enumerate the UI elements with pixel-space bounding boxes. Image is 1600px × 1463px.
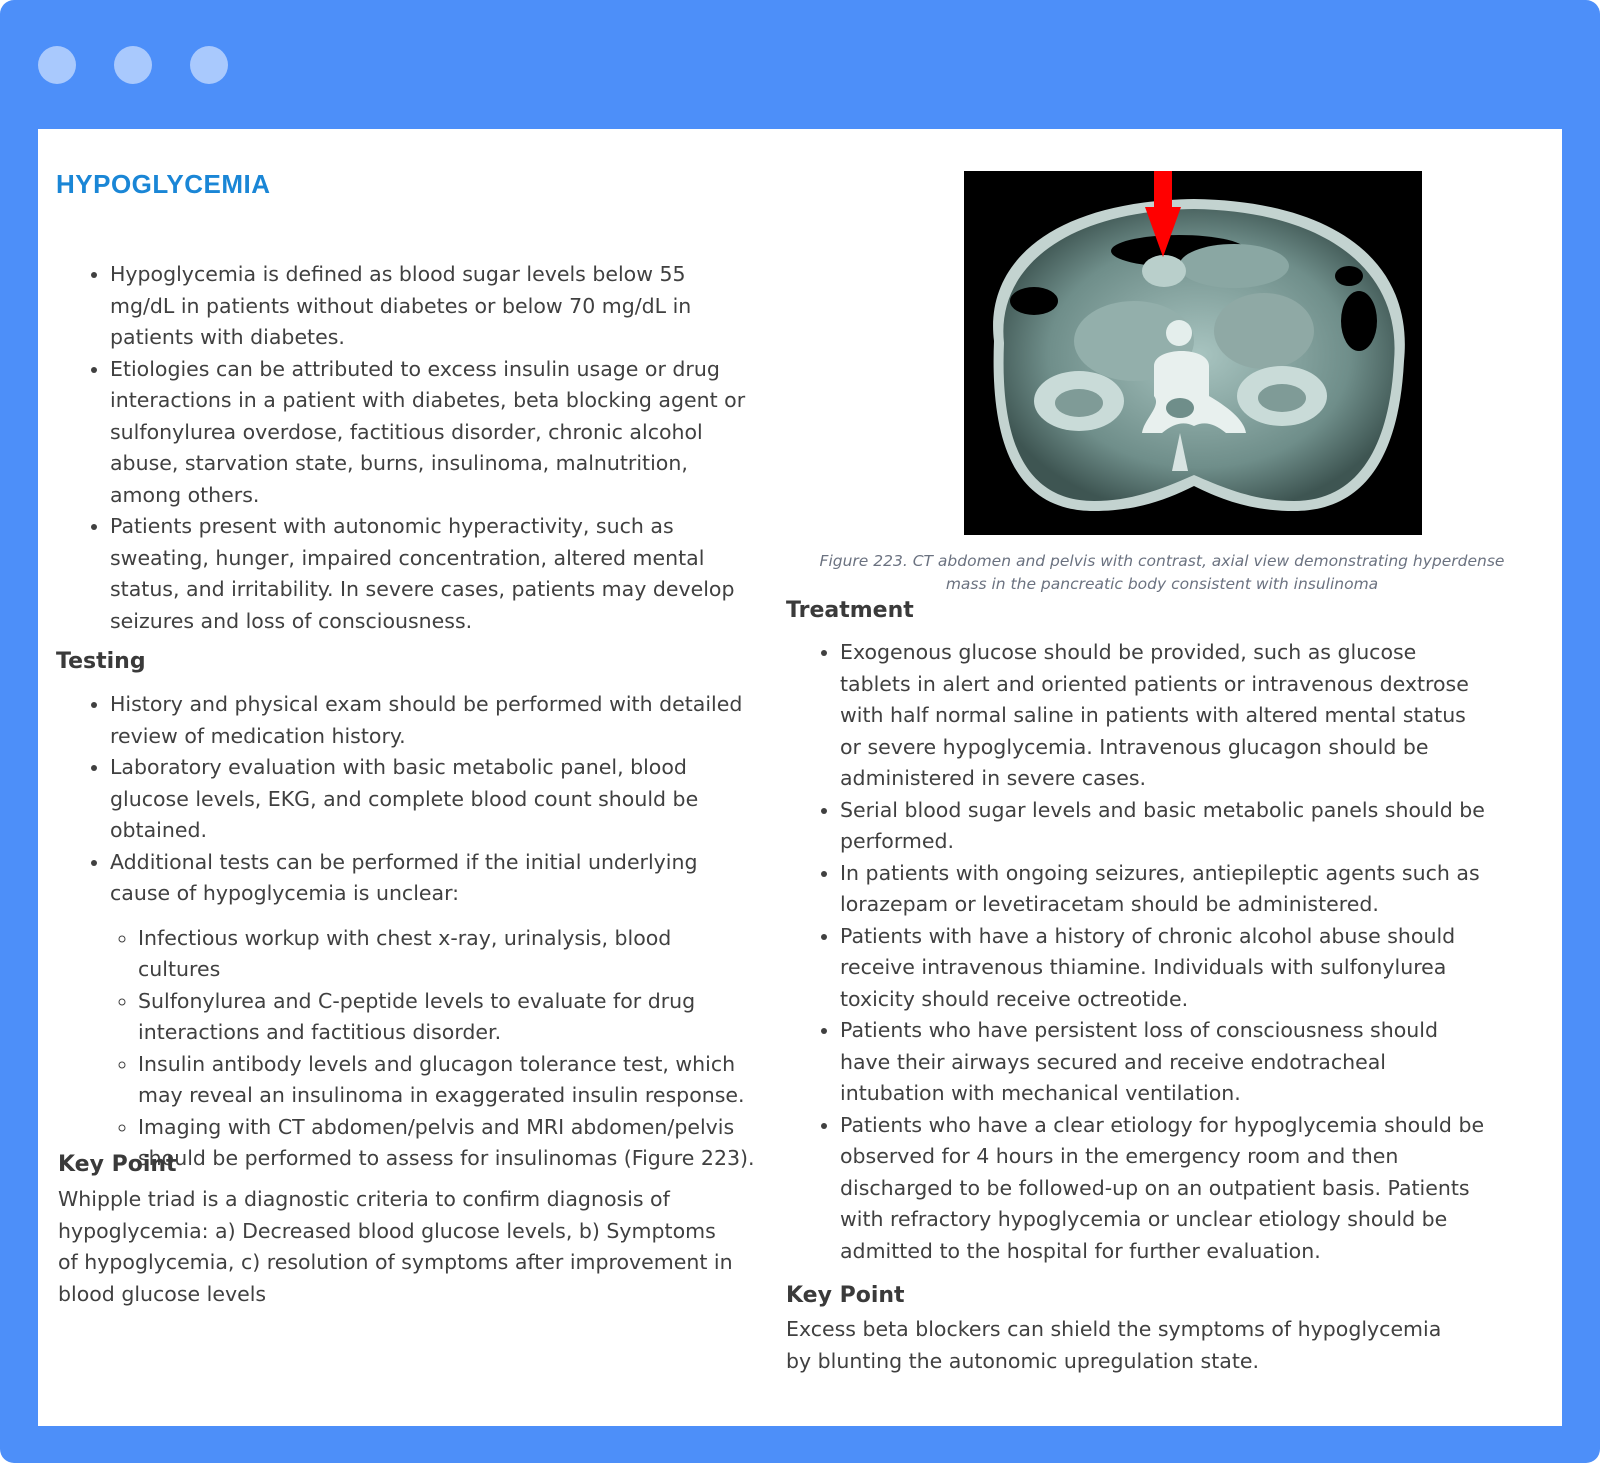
page-title: HYPOGLYCEMIA bbox=[56, 169, 271, 199]
testing-list bbox=[56, 689, 756, 910]
ct-scan-figure bbox=[964, 171, 1422, 535]
list-item: • Patients present with autonomic hyperactivity, such as sweating, hunger, impaired concentration, altered mental status, and irritability. In severe cases, patients may develop seizures and loss of consciousness. bbox=[110, 511, 756, 637]
list-item: • Hypoglycemia is defined as blood sugar levels below 55 mg/dL in patients without diabetes or below 70 mg/dL in patients with diabetes. bbox=[110, 259, 756, 354]
window-dot-1[interactable] bbox=[38, 46, 76, 84]
key-point-text: Whipple triad is a diagnostic criteria to confirm diagnosis of hypoglycemia: a) Decreased blood glucose levels, b) Symptoms of hypoglycemia, c) resolution of symptoms after improvement in blood glucose levels bbox=[58, 1187, 733, 1306]
list-item: • Laboratory evaluation with basic metabolic panel, blood glucose levels, EKG, and complete blood count should be obtained. bbox=[110, 752, 756, 847]
list-item: • Serial blood sugar levels and basic metabolic panels should be performed. bbox=[840, 795, 1491, 858]
testing-section bbox=[56, 689, 756, 1175]
ct-scan-image bbox=[964, 171, 1422, 535]
list-item: • Patients who have persistent loss of consciousness should have their airways secured and receive endotracheal intubation with mechanical ventilation. bbox=[840, 1015, 1491, 1110]
treatment-list bbox=[786, 637, 1491, 1267]
sub-list-item: ◦ Infectious workup with chest x-ray, urinalysis, blood cultures bbox=[138, 923, 756, 986]
sub-list-item: ◦ Insulin antibody levels and glucagon tolerance test, which may reveal an insulinoma in exaggerated insulin response. bbox=[138, 1049, 756, 1112]
intro-list bbox=[56, 259, 756, 637]
figure-caption: Figure 223. CT abdomen and pelvis with contrast, axial view demonstrating hyperdense mass in the pancreatic body consistent with insulinoma bbox=[819, 552, 1505, 593]
testing-sub-list bbox=[56, 923, 756, 1175]
window-dot-3[interactable] bbox=[190, 46, 228, 84]
sub-list-item: ◦ Sulfonylurea and C-peptide levels to evaluate for drug interactions and factitious disorder. bbox=[138, 986, 756, 1049]
list-item: • Exogenous glucose should be provided, such as glucose tablets in alert and oriented patients or intravenous dextrose with half normal saline in patients with altered mental status or severe hypoglycemia. Intravenous glucagon should be administered in severe cases. bbox=[840, 637, 1491, 795]
intro-section bbox=[56, 259, 756, 637]
window-dot-2[interactable] bbox=[114, 46, 152, 84]
list-item: • Additional tests can be performed if the initial underlying cause of hypoglycemia is unclear: bbox=[110, 847, 756, 910]
list-item: • Etiologies can be attributed to excess insulin usage or drug interactions in a patient with diabetes, beta blocking agent or sulfonylurea overdose, factitious disorder, chronic alcohol abuse, starvation state, burns, insulinoma, malnutrition, among others. bbox=[110, 354, 756, 512]
testing-heading: Testing bbox=[56, 649, 146, 674]
key-point-heading: Key Point bbox=[58, 1152, 177, 1177]
document-page bbox=[38, 129, 1562, 1426]
key-point-text-right: Excess beta blockers can shield the symptoms of hypoglycemia by blunting the autonomic upregulation state. bbox=[786, 1317, 1442, 1373]
sub-list-item: ◦ Imaging with CT abdomen/pelvis and MRI abdomen/pelvis should be performed to assess for insulinomas (Figure 223). bbox=[138, 1112, 756, 1175]
treatment-heading: Treatment bbox=[786, 598, 914, 623]
red-arrow-shaft bbox=[1154, 171, 1172, 207]
list-item: • History and physical exam should be performed with detailed review of medication history. bbox=[110, 689, 756, 752]
treatment-section bbox=[786, 637, 1491, 1267]
list-item: • Patients with have a history of chronic alcohol abuse should receive intravenous thiamine. Individuals with sulfonylurea toxicity should receive octreotide. bbox=[840, 921, 1491, 1016]
key-point-heading-right: Key Point bbox=[786, 1283, 905, 1308]
list-item: • In patients with ongoing seizures, antiepileptic agents such as lorazepam or levetiracetam should be administered. bbox=[840, 858, 1491, 921]
list-item: • Patients who have a clear etiology for hypoglycemia should be observed for 4 hours in the emergency room and then discharged to be followed-up on an outpatient basis. Patients with refractory hypoglycemia or unclear etiology should be admitted to the hospital for further evaluation. bbox=[840, 1110, 1491, 1268]
